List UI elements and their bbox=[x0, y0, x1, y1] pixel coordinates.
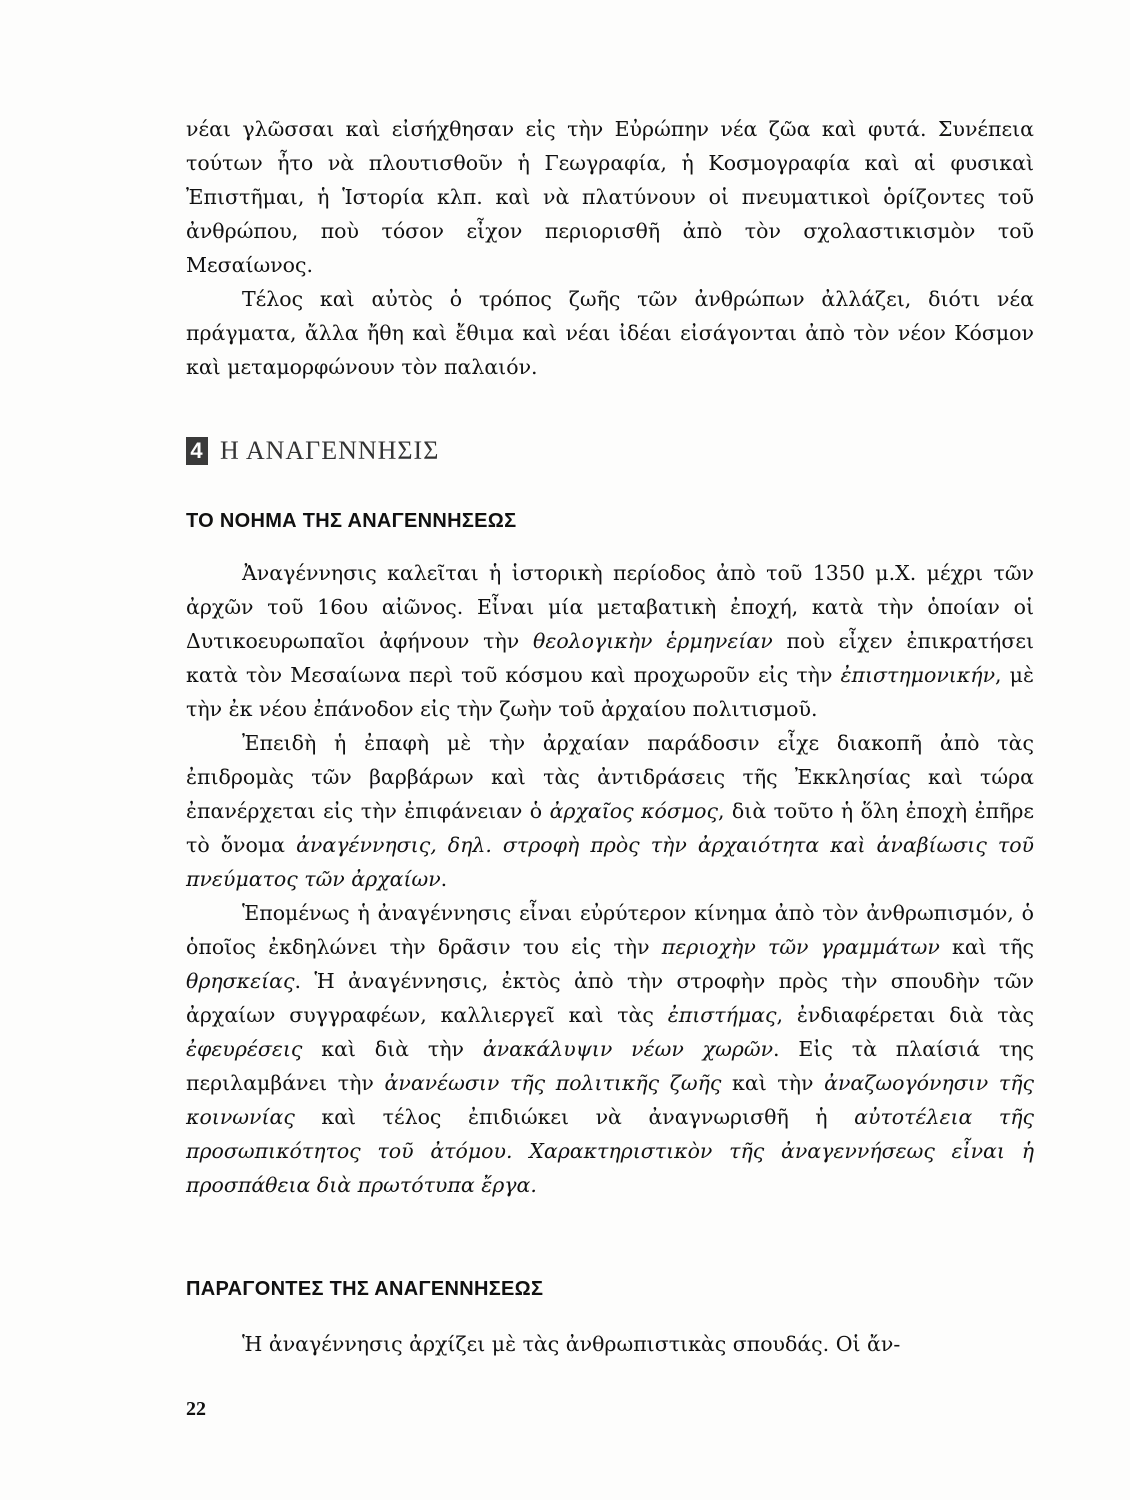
section-1-paragraph-2: Ἐπειδὴ ἡ ἐπαφὴ μὲ τὴν ἀρχαίαν παράδοσιν εἶχε διακοπῆ ἀπὸ τὰς ἐπιδρομὰς τῶν βαρβάρων καὶ τὰς ἀντιδράσεις τῆς Ἐκκλησίας καὶ τώρα ἐπανέρχεται εἰς τὴν ἐπιφάνειαν ὁ ἀρχαῖος κόσμος, διὰ τοῦτο ἡ ὅλη ἐποχὴ ἐπῆρε τὸ ὄνομα ἀναγέννησις, δηλ. στροφὴ πρὸς τὴν ἀρχαιότητα καὶ ἀναβίωσις τοῦ πνεύματος τῶν ἀρχαίων. bbox=[186, 731, 1035, 891]
section-1-paragraph-1: Ἀναγέννησις καλεῖται ἡ ἱστορικὴ περίοδος ἀπὸ τοῦ 1350 μ.Χ. μέχρι τῶν ἀρχῶν τοῦ 16ου αἰῶνος. Εἶναι μία μεταβατικὴ ἐποχή, κατὰ τὴν ὁποίαν οἱ Δυτικοευρωπαῖοι ἀφήνουν τὴν θεολογικὴν ἑρμηνείαν ποὺ εἶχεν ἐπικρατήσει κατὰ τὸν Μεσαίωνα περὶ τοῦ κόσμου καὶ προχωροῦν εἰς τὴν ἐπιστημονικήν, μὲ τὴν ἐκ νέου ἐπάνοδον εἰς τὴν ζωὴν τοῦ ἀρχαίου πολιτισμοῦ. bbox=[186, 561, 1034, 721]
section-2-paragraph-1: Ἡ ἀναγέννησις ἀρχίζει μὲ τὰς ἀνθρωπιστικὰς σπουδάς. Οἱ ἄν- bbox=[242, 1332, 901, 1356]
intro-text bbox=[186, 112, 1034, 384]
page-number: 22 bbox=[186, 1398, 206, 1420]
section-1-paragraph-3: Ἑπομένως ἡ ἀναγέννησις εἶναι εὐρύτερον κίνημα ἀπὸ τὸν ἀνθρωπισμόν, ὁ ὁποῖος ἐκδηλώνει τὴν δρᾶσιν του εἰς τὴν περιοχὴν τῶν γραμμάτων καὶ τῆς θρησκείας. Ἡ ἀναγέννησις, ἐκτὸς ἀπὸ τὴν στροφὴν πρὸς τὴν σπουδὴν τῶν ἀρχαίων συγγραφέων, καλλιεργεῖ καὶ τὰς ἐπιστήμας, ἐνδιαφέρεται διὰ τὰς ἐφευρέσεις καὶ διὰ τὴν ἀνακάλυψιν νέων χωρῶν. Εἰς τὰ πλαίσιά της περιλαμβάνει τὴν ἀνανέωσιν τῆς πολιτικῆς ζωῆς καὶ τὴν ἀναζωογόνησιν τῆς κοινωνίας καὶ τέλος ἐπιδιώκει νὰ ἀναγνωρισθῆ ἡ αὐτοτέλεια τῆς προσωπικότητος τοῦ ἀτόμου. Χαρακτηριστικὸν τῆς ἀναγεννήσεως εἶναι ἡ προσπάθεια διὰ πρωτότυπα ἔργα. bbox=[186, 901, 1035, 1197]
chapter-title: Η ΑΝΑΓΕΝΝΗΣΙΣ bbox=[220, 436, 440, 465]
section-title-meaning: ΤΟ ΝΟΗΜΑ ΤΗΣ ΑΝΑΓΕΝΝΗΣΕΩΣ bbox=[186, 510, 517, 532]
section-title-factors: ΠΑΡΑΓΟΝΤΕΣ ΤΗΣ ΑΝΑΓΕΝΝΗΣΕΩΣ bbox=[186, 1278, 544, 1300]
section-1-text bbox=[186, 556, 1034, 1202]
intro-paragraph-2: Τέλος καὶ αὐτὸς ὁ τρόπος ζωῆς τῶν ἀνθρώπων ἀλλάζει, διότι νέα πράγματα, ἄλλα ἤθη καὶ ἔθιμα καὶ νέαι ἰδέαι εἰσάγονται ἀπὸ τὸν νέον Κόσμον καὶ μεταμορφώνουν τὸν παλαιόν. bbox=[186, 287, 1034, 379]
chapter-number-badge: 4 bbox=[186, 437, 208, 465]
section-2-text bbox=[186, 1327, 1034, 1361]
chapter-heading bbox=[186, 436, 439, 466]
intro-paragraph-1: νέαι γλῶσσαι καὶ εἰσήχθησαν εἰς τὴν Εὐρώπην νέα ζῶα καὶ φυτά. Συνέπεια τούτων ἦτο νὰ πλουτισθοῦν ἡ Γεωγραφία, ἡ Κοσμογραφία καὶ αἱ φυσικαὶ Ἐπιστῆμαι, ἡ Ἱστορία κλπ. καὶ νὰ πλατύνουν οἱ πνευματικοὶ ὁρίζοντες τοῦ ἀνθρώπου, ποὺ τόσον εἶχον περιορισθῆ ἀπὸ τὸν σχολαστικισμὸν τοῦ Μεσαίωνος. bbox=[186, 117, 1034, 277]
